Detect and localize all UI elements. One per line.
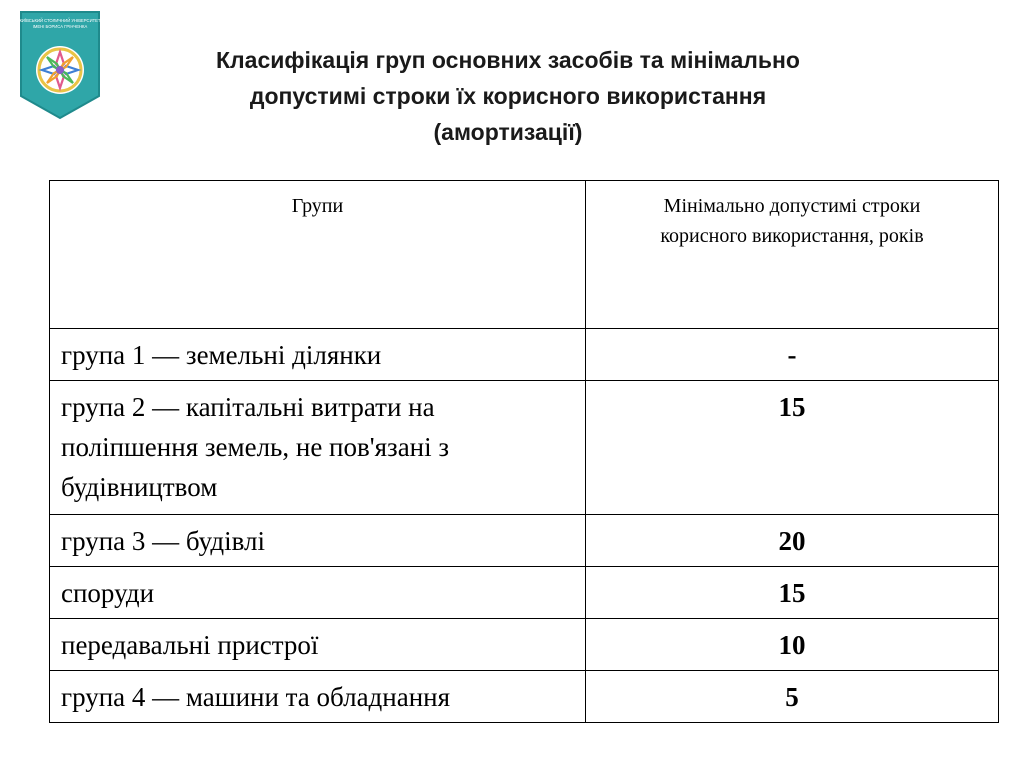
title-line-3: (амортизації) — [433, 119, 583, 145]
value-cell: 5 — [586, 671, 999, 723]
header-min-terms-line-2: корисного використання, років — [660, 225, 924, 247]
group-cell: споруди — [50, 567, 586, 619]
group-cell: група 2 — капітальні витрати на поліпшення земель, не пов'язані з будівництвом — [50, 381, 586, 515]
table-row — [50, 619, 999, 671]
group-cell: група 1 — земельні ділянки — [50, 329, 586, 381]
logo-caption-1: КИЇВСЬКИЙ СТОЛИЧНИЙ УНІВЕРСИТЕТ — [19, 18, 101, 23]
table-row — [50, 329, 999, 381]
logo-caption-2: ІМЕНІ БОРИСА ГРІНЧЕНКА — [32, 24, 88, 29]
university-shield-icon — [19, 10, 101, 120]
group-cell: група 4 — машини та обладнання — [50, 671, 586, 723]
header-min-terms-line-1: Мінімально допустимі строки — [663, 195, 921, 217]
table-row — [50, 515, 999, 567]
table-row — [50, 567, 999, 619]
value-cell: 20 — [586, 515, 999, 567]
table-row — [50, 671, 999, 723]
table-header-row — [50, 181, 999, 329]
value-cell: 15 — [586, 381, 999, 515]
value-cell: 15 — [586, 567, 999, 619]
title-line-1: Класифікація груп основних засобів та мінімально — [216, 47, 800, 73]
header-groups — [50, 181, 586, 329]
title-line-2: допустимі строки їх корисного використання — [249, 83, 767, 109]
table-row — [50, 381, 999, 515]
page-title — [150, 42, 866, 150]
header-min-terms — [586, 181, 999, 329]
depreciation-table-container — [49, 180, 998, 723]
university-logo — [19, 10, 101, 120]
header-groups-label: Групи — [291, 195, 344, 217]
depreciation-table — [49, 180, 999, 723]
group-cell: група 3 — будівлі — [50, 515, 586, 567]
value-cell: 10 — [586, 619, 999, 671]
value-cell: - — [586, 329, 999, 381]
group-cell: передавальні пристрої — [50, 619, 586, 671]
